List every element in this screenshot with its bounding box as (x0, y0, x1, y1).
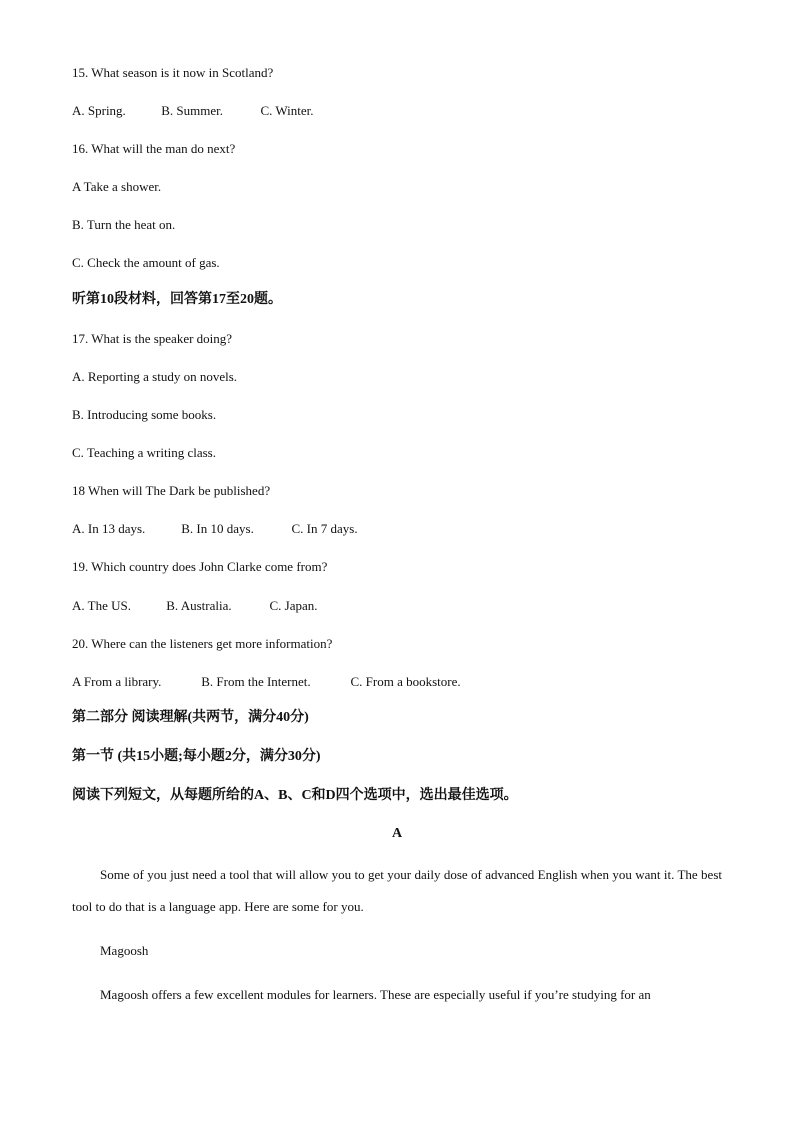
question-20-options (72, 673, 461, 691)
question-20: 20. Where can the listeners get more information? (72, 636, 333, 651)
question-16-option-a: A Take a shower. (72, 179, 162, 194)
passage-paragraph-1: Some of you just need a tool that will allow you to get your daily dose of advanced English when you want it. The best tool to do that is a language app. Here are some for you. (72, 867, 722, 914)
part-2-header: 第二部分 阅读理解(共两节，满分40分) (72, 710, 309, 725)
passage-paragraph-2: Magoosh offers a few excellent modules for learners. These are especially useful if you’re studying for an (100, 987, 651, 1002)
question-17-option-a: A. Reporting a study on novels. (72, 369, 238, 384)
question-19-options (72, 597, 318, 615)
question-16-option-b: B. Turn the heat on. (72, 217, 176, 232)
section-10-header: 听第10段材料，回答第17至20题。 (72, 292, 282, 307)
option-b: B. Summer. (161, 103, 224, 118)
option-c: C. In 7 days. (291, 521, 358, 536)
question-15: 15. What season is it now in Scotland? (72, 65, 274, 80)
option-c: C. Winter. (260, 103, 314, 118)
passage-label: A (391, 826, 403, 841)
passage-subheading: Magoosh (100, 943, 149, 958)
question-18: 18 When will The Dark be published? (72, 483, 271, 498)
option-b: B. From the Internet. (201, 674, 311, 689)
question-16: 16. What will the man do next? (72, 141, 236, 156)
question-17-option-b: B. Introducing some books. (72, 407, 217, 422)
option-a: A From a library. (72, 674, 162, 689)
section-1-header: 第一节 (共15小题;每小题2分，满分30分) (72, 749, 321, 764)
option-a: A. Spring. (72, 103, 126, 118)
option-c: C. From a bookstore. (350, 674, 461, 689)
question-16-option-c: C. Check the amount of gas. (72, 255, 220, 270)
option-c: C. Japan. (269, 598, 318, 613)
question-18-options (72, 520, 358, 538)
option-b: B. In 10 days. (181, 521, 254, 536)
option-b: B. Australia. (166, 598, 232, 613)
question-19: 19. Which country does John Clarke come from? (72, 559, 328, 574)
question-15-options (72, 102, 314, 120)
reading-instructions: 阅读下列短文，从每题所给的A、B、C和D四个选项中，选出最佳选项。 (72, 788, 518, 803)
option-a: A. In 13 days. (72, 521, 146, 536)
question-17: 17. What is the speaker doing? (72, 331, 233, 346)
option-a: A. The US. (72, 598, 131, 613)
question-17-option-c: C. Teaching a writing class. (72, 445, 216, 460)
